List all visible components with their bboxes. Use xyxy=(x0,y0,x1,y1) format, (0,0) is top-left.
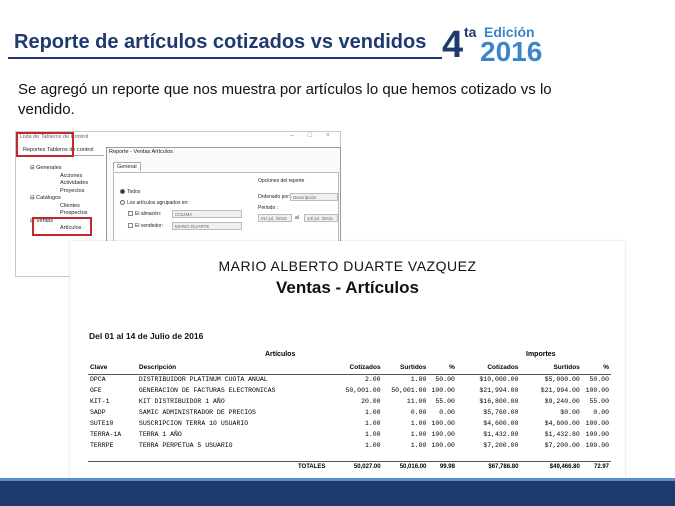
tree-item-clientes[interactable]: Clientes xyxy=(60,202,80,209)
table-row: DPCA DISTRIBUIDOR PLATINUM CUOTA ANUAL 2.00 1.00 50.00 $10,000.00 $5,000.00 50.00 xyxy=(90,376,609,384)
tab-reportes[interactable]: Reportes xyxy=(23,147,46,153)
slide-title: Reporte de artículos cotizados vs vendidos xyxy=(14,31,427,53)
checkbox-vendedor[interactable]: El vendedor: xyxy=(128,223,163,229)
period-label: Periodo : xyxy=(258,205,279,211)
report-preview xyxy=(70,241,625,487)
spacer-row xyxy=(88,451,611,461)
report-title: Ventas - Artículos xyxy=(276,278,419,297)
highlight-ventas-articulos xyxy=(32,217,92,236)
radio-empty-icon xyxy=(120,200,125,205)
report-period: Del 01 al 14 de Julio de 2016 xyxy=(89,331,204,341)
highlight-reportes-tab xyxy=(16,132,74,157)
col-pct: % xyxy=(428,362,457,374)
date-to-field[interactable]: 14/ jul. /2016 xyxy=(304,214,338,222)
totals-surtidos: 50,016.00 xyxy=(383,461,429,473)
tree-item-articulos[interactable]: Artículos xyxy=(60,225,82,231)
window-buttons[interactable]: – □ × xyxy=(289,132,336,139)
tree-item-generales[interactable]: ⊟ Generales xyxy=(30,165,62,171)
radio-agrupados[interactable]: Los artículos agrupados en: xyxy=(120,200,189,206)
tree-item-acciones[interactable]: Acciones xyxy=(60,172,83,179)
window-title: Lista de Tableros de Control xyxy=(20,134,89,140)
table-row: TERRPE TERRA PERPETUA 5 USUARIO 1.00 1.00 100.00 $7,200.00 $7,200.00 100.00 xyxy=(90,442,609,449)
radio-todos[interactable]: Todos xyxy=(120,189,140,195)
table-row: TERRA-1A TERRA 1 AÑO 1.00 1.00 100.00 $1,432.80 $1,432.80 100.00 xyxy=(90,431,609,438)
logo-year: 2016 xyxy=(480,36,543,67)
group-articulos: Artículos xyxy=(265,351,296,358)
date-from-field[interactable]: 01/ jul. /2016 xyxy=(258,214,292,222)
logo-number: 4 xyxy=(442,24,464,66)
table-row: KIT-1 KIT DISTRIBUIDOR 1 AÑO 20.00 11.00 55.00 $16,800.00 $9,240.00 55.00 xyxy=(90,398,609,405)
checkbox-icon xyxy=(128,223,133,228)
tree-item-catalogos[interactable]: ⊟ Catálogos xyxy=(30,195,61,201)
checkbox-almacen[interactable]: El almacén: xyxy=(128,211,161,217)
totals-cotizados: 50,027.00 xyxy=(327,461,382,473)
title-underline xyxy=(8,57,442,59)
logo-superscript: ta xyxy=(464,24,477,40)
col-imp-cotizados: Cotizados xyxy=(457,362,521,374)
table-row: SUTE10 SUSCRIPCION TERRA 10 USUARIO 1.00 1.00 100.00 $4,600.00 $4,600.00 100.00 xyxy=(90,420,609,427)
options-title: Opciones del reporte xyxy=(258,178,305,184)
report-table xyxy=(88,362,611,473)
logo-edition: Edición xyxy=(484,24,535,40)
checkbox-icon xyxy=(128,211,133,216)
tree-item-proyectos[interactable]: Proyectos xyxy=(60,187,85,194)
col-cotizados: Cotizados xyxy=(327,362,382,374)
col-imp-surtidos: Surtidos xyxy=(520,362,581,374)
dialog-title: Reporte - Ventas Artículos xyxy=(109,149,173,155)
col-clave: Clave xyxy=(88,362,137,374)
totals-pct: 99.98 xyxy=(428,461,457,473)
footer-stripe-dark xyxy=(0,481,675,506)
vendedor-select[interactable]: MARIO DUARTE xyxy=(172,222,242,230)
col-descripcion: Descripción xyxy=(137,362,328,374)
totals-row xyxy=(88,461,611,473)
group-importes: Importes xyxy=(526,351,556,358)
radio-selected-icon xyxy=(120,189,125,194)
totals-imp-cotizados: $67,786.80 xyxy=(457,461,521,473)
tab-general[interactable]: General xyxy=(113,162,141,171)
col-imp-pct: % xyxy=(582,362,611,374)
almacen-select[interactable]: COLIMA xyxy=(172,210,242,218)
order-label: Ordenado por: xyxy=(258,194,291,200)
totals-imp-pct: 72.97 xyxy=(582,461,611,473)
date-separator: al xyxy=(295,215,299,221)
table-row: SADP SAMIC ADMINISTRADOR DE PRECIOS 1.00 0.00 0.00 $5,760.00 $0.00 0.00 xyxy=(90,409,609,416)
table-row: GFE GENERACION DE FACTURAS ELECTRONICAS 50,001.00 50,001.00 100.00 $21,994.00 $21,994.00 100.00 xyxy=(90,387,609,394)
edition-logo xyxy=(442,22,552,68)
tree-item-prospectos[interactable]: Prospectos xyxy=(60,210,88,216)
tree-item-ventas[interactable]: ⊟ Ventas xyxy=(30,217,53,224)
intro-text: Se agregó un reporte que nos muestra por artículos lo que hemos cotizado vs lo vendido. xyxy=(18,81,552,118)
tab-tableros[interactable]: Tableros de control xyxy=(47,147,94,153)
order-select[interactable]: Descripción xyxy=(290,193,338,201)
totals-imp-surtidos: $49,466.80 xyxy=(520,461,581,473)
report-company: MARIO ALBERTO DUARTE VAZQUEZ xyxy=(218,258,477,274)
col-surtidos: Surtidos xyxy=(383,362,429,374)
report-header-row xyxy=(88,362,611,374)
totals-label: TOTALES xyxy=(137,461,328,473)
tree-item-actividades[interactable]: Actividades xyxy=(60,180,89,186)
